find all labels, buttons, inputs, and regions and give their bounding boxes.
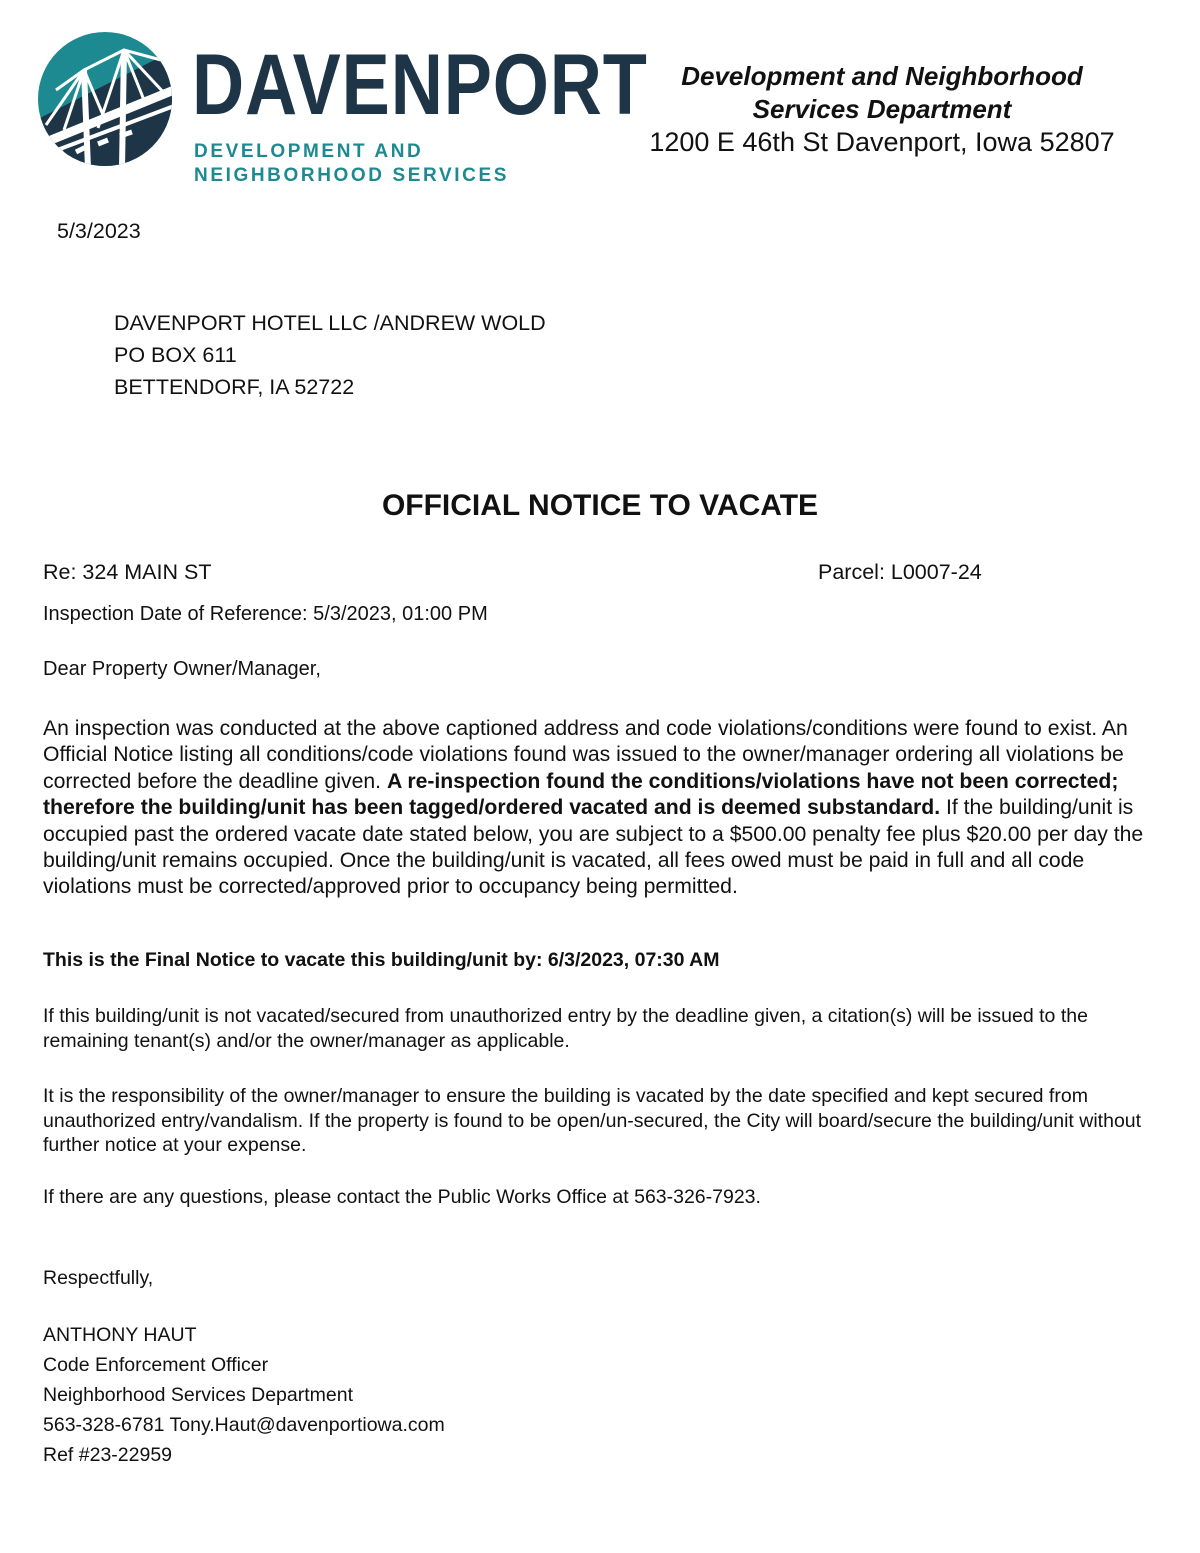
parcel-number: Parcel: L0007-24	[818, 560, 982, 584]
signer-name: ANTHONY HAUT	[43, 1324, 197, 1346]
department-address: 1200 E 46th St Davenport, Iowa 52807	[649, 127, 1115, 157]
department-name-line-1: Development and Neighborhood	[681, 61, 1083, 91]
paragraph-1-end: If the building/unit is occupied past the ordered vacate date stated below, you are subject to a $500.00 penalty fee plus $20.00 per day the building/unit remains occupied. Once the building/unit is vacated, all fees owed must be paid in full and all code violations must be corrected/approved prior to occupancy being permitted.	[43, 796, 1144, 899]
paragraph-1-bold: A re-inspection found the conditions/violations have not been corrected; therefore the building/unit has been tagged/ordered vacated and is deemed substandard.	[43, 769, 1119, 820]
body-paragraph-3: It is the responsibility of the owner/manager to ensure the building is vacated by the date specified and kept secured from unauthorized entry/vandalism. If the property is found to be open/un-secured, the City will board/secure the building/unit without further notice at your expense.	[43, 1085, 1142, 1156]
signature-block	[43, 1320, 445, 1470]
department-header	[640, 60, 1124, 158]
body-paragraph-4: If there are any questions, please contact the Public Works Office at 563-326-7923.	[43, 1186, 761, 1208]
signer-contact: 563-328-6781 Tony.Haut@davenportiowa.com	[43, 1414, 445, 1436]
recipient-line-1: DAVENPORT HOTEL LLC /ANDREW WOLD	[114, 311, 546, 335]
recipient-address	[114, 307, 546, 403]
signer-department: Neighborhood Services Department	[43, 1384, 354, 1406]
logo-wordmark: DAVENPORT	[192, 37, 648, 133]
body-paragraph-2: If this building/unit is not vacated/secured from unauthorized entry by the deadline given, a citation(s) will be issued to the remaining tenant(s) and/or the owner/manager as applicable.	[43, 1005, 1088, 1052]
signer-title: Code Enforcement Officer	[43, 1354, 269, 1376]
paragraph-1-start: An inspection was conducted at the above captioned address and code violations/conditions were found to exist. An Official Notice listing all conditions/code violations found was issued to the owner/manager ordering all violations be corrected before the deadline given.	[43, 717, 1128, 793]
department-name-line-2: Services Department	[752, 94, 1012, 124]
davenport-logo-icon	[36, 30, 174, 168]
body-paragraph-1	[43, 716, 1173, 901]
closing: Respectfully,	[43, 1267, 154, 1289]
inspection-date: Inspection Date of Reference: 5/3/2023, 01:00 PM	[43, 603, 488, 625]
recipient-line-3: BETTENDORF, IA 52722	[114, 375, 355, 399]
logo-subline-2: NEIGHBORHOOD SERVICES	[194, 165, 510, 186]
salutation: Dear Property Owner/Manager,	[43, 658, 321, 680]
final-notice-line: This is the Final Notice to vacate this building/unit by: 6/3/2023, 07:30 AM	[43, 949, 720, 971]
reference-number: Ref #23-22959	[43, 1444, 173, 1466]
property-reference: Re: 324 MAIN ST	[43, 560, 212, 584]
letter-date: 5/3/2023	[57, 219, 141, 243]
notice-title: OFFICIAL NOTICE TO VACATE	[381, 489, 819, 522]
recipient-line-2: PO BOX 611	[114, 343, 237, 367]
logo-subline-1: DEVELOPMENT AND	[194, 141, 424, 162]
